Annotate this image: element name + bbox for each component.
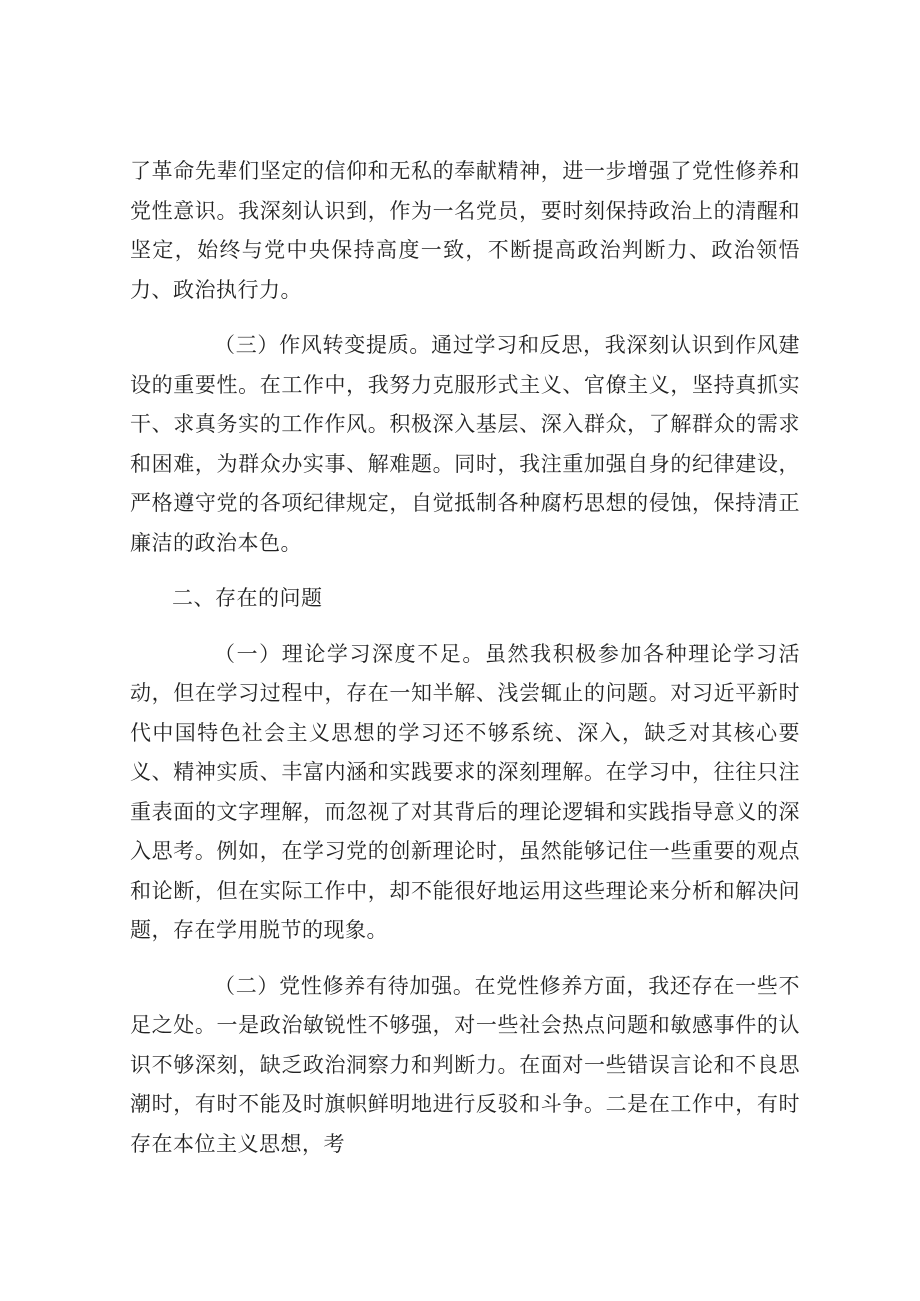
paragraph-continuation: 了革命先辈们坚定的信仰和无私的奉献精神，进一步增强了党性修养和党性意识。我深刻认识到，作为一名党员，要时刻保持政治上的清醒和坚定，始终与党中央保持高度一致，不断提高政治判断力、政治领悟力、政治执行力。 (130, 159, 800, 302)
paragraph-section-2-1: （一）理论学习深度不足。虽然我积极参加各种理论学习活动，但在学习过程中，存在一知半解、浅尝辄止的问题。对习近平新时代中国特色社会主义思想的学习还不够系统、深入，缺乏对其核心要义、精神实质、丰富内涵和实践要求的深刻理解。在学习中，往往只注重表面的文字理解，而忽视了对其背后的理论逻辑和实践指导意义的深入思考。例如，在学习党的创新理论时，虽然能够记住一些重要的观点和论断，但在实际工作中，却不能很好地运用这些理论来分析和解决问题，存在学用脱节的现象。 (130, 641, 800, 942)
paragraph-section-2-2: （二）党性修养有待加强。在党性修养方面，我还存在一些不足之处。一是政治敏锐性不够强，对一些社会热点问题和敏感事件的认识不够深刻，缺乏政治洞察力和判断力。在面对一些错误言论和不良思潮时，有时不能及时旗帜鲜明地进行反驳和斗争。二是在工作中，有时存在本位主义思想，考 (130, 973, 800, 1156)
section-heading-problems: 二、存在的问题 (172, 586, 323, 610)
paragraph-section-1-3: （三）作风转变提质。通过学习和反思，我深刻认识到作风建设的重要性。在工作中，我努力克服形式主义、官僚主义，坚持真抓实干、求真务实的工作作风。积极深入基层、深入群众，了解群众的需求和困难，为群众办实事、解难题。同时，我注重加强自身的纪律建设，严格遵守党的各项纪律规定，自觉抵制各种腐朽思想的侵蚀，保持清正廉洁的政治本色。 (130, 333, 800, 555)
document-body (130, 152, 800, 1180)
